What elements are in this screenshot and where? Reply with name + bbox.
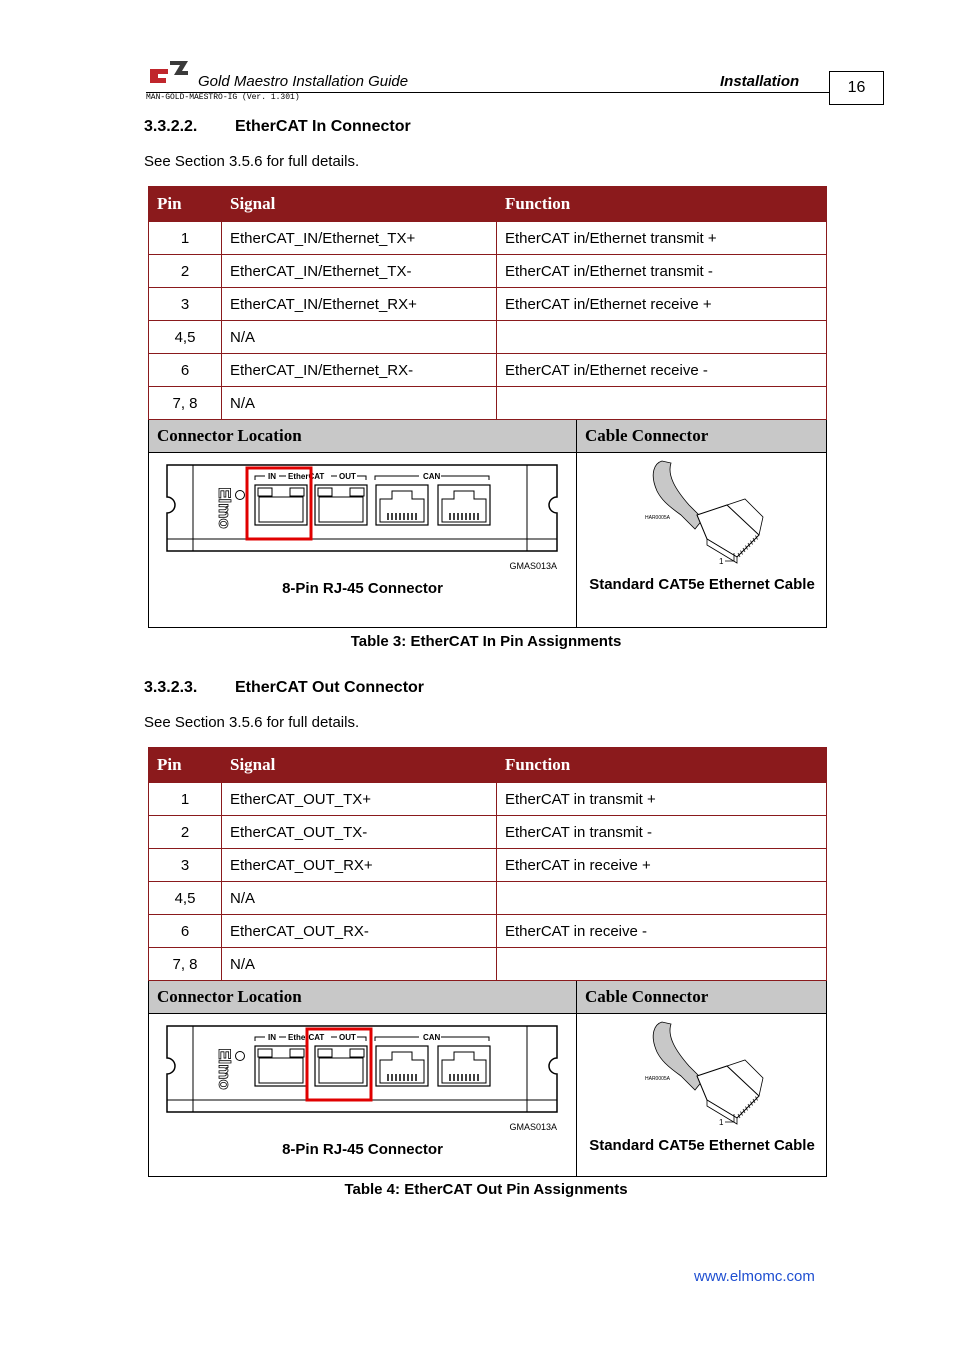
- port-label-can: CAN: [423, 1033, 441, 1042]
- signal-cell: EtherCAT_IN/Ethernet_TX-: [222, 255, 497, 288]
- function-cell: [497, 321, 827, 354]
- function-cell: EtherCAT in transmit +: [497, 783, 827, 816]
- column-header: Pin: [149, 748, 222, 783]
- column-header: Function: [497, 748, 827, 783]
- pin-table-in: [148, 186, 827, 628]
- pin-table-out: [148, 747, 827, 1177]
- port-label-can: CAN: [423, 472, 441, 481]
- signal-cell: EtherCAT_IN/Ethernet_RX+: [222, 288, 497, 321]
- column-header: Pin: [149, 187, 222, 222]
- function-cell: EtherCAT in/Ethernet transmit -: [497, 255, 827, 288]
- table-row: [149, 783, 827, 816]
- function-cell: [497, 882, 827, 915]
- cable-caption: Standard CAT5e Ethernet Cable: [589, 1137, 815, 1154]
- table-row: [149, 255, 827, 288]
- function-cell: EtherCAT in/Ethernet receive +: [497, 288, 827, 321]
- section-title: EtherCAT In Connector: [235, 118, 411, 135]
- rj45-port: [315, 485, 367, 525]
- function-cell: EtherCAT in transmit -: [497, 816, 827, 849]
- doc-id: MAN-GOLD-MAESTRO-IG (Ver. 1.301): [146, 93, 300, 102]
- rj45-port: [255, 485, 307, 525]
- doc-title: Gold Maestro Installation Guide: [198, 73, 409, 90]
- function-cell: [497, 948, 827, 981]
- function-cell: EtherCAT in receive -: [497, 915, 827, 948]
- cable-connector-cell: [577, 453, 827, 628]
- column-header: Signal: [222, 748, 497, 783]
- section-name: Installation: [720, 73, 800, 90]
- cable-code: HAR0005A: [645, 515, 671, 521]
- connector-panel-diagram: [149, 453, 576, 623]
- section-heading: [144, 679, 424, 697]
- image-row: [149, 1014, 827, 1177]
- signal-cell: N/A: [222, 948, 497, 981]
- pin-one-label: 1: [719, 1118, 724, 1127]
- connector-location-cell: [149, 453, 577, 628]
- rj45-port: [255, 1046, 307, 1086]
- port-label-out: OUT: [339, 1033, 356, 1042]
- table-row: [149, 387, 827, 420]
- table-header-row: [149, 748, 827, 783]
- rj45-plug-body: [697, 505, 759, 557]
- pin-cell: 7, 8: [149, 948, 222, 981]
- connector-caption: 8-Pin RJ-45 Connector: [282, 580, 443, 597]
- panel-base: [167, 539, 557, 551]
- port-label-in: IN: [268, 1033, 276, 1042]
- pin-one-label: 1: [719, 557, 724, 566]
- led-indicator: [236, 491, 245, 500]
- connector-location-header: Connector Location: [149, 981, 577, 1014]
- table-header-row: [149, 187, 827, 222]
- signal-cell: EtherCAT_OUT_TX+: [222, 783, 497, 816]
- page-number: 16: [829, 71, 884, 105]
- column-header: Signal: [222, 187, 497, 222]
- panel-base: [167, 1100, 557, 1112]
- table-caption: Table 3: EtherCAT In Pin Assignments: [350, 633, 622, 650]
- signal-cell: EtherCAT_OUT_RX-: [222, 915, 497, 948]
- cable-caption: Standard CAT5e Ethernet Cable: [589, 576, 815, 593]
- pin-cell: 3: [149, 849, 222, 882]
- section-number: 3.3.2.2.: [144, 118, 198, 135]
- column-header: Function: [497, 187, 827, 222]
- signal-cell: EtherCAT_IN/Ethernet_TX+: [222, 222, 497, 255]
- pin-cell: 4,5: [149, 321, 222, 354]
- signal-cell: N/A: [222, 321, 497, 354]
- port-label-out: OUT: [339, 472, 356, 481]
- signal-cell: N/A: [222, 387, 497, 420]
- table-row: [149, 849, 827, 882]
- brand-label: Elmo: [215, 1048, 234, 1090]
- led-indicator: [236, 1052, 245, 1061]
- table-row: [149, 816, 827, 849]
- cable-connector-header: Cable Connector: [577, 420, 827, 453]
- pin-cell: 2: [149, 255, 222, 288]
- intro-text: See Section 3.5.6 for full details.: [144, 714, 360, 731]
- cable-connector-cell: [577, 1014, 827, 1177]
- table-row: [149, 915, 827, 948]
- figure-code: GMAS013A: [509, 561, 557, 571]
- rj45-port: [315, 1046, 367, 1086]
- figure-code: GMAS013A: [509, 1122, 557, 1132]
- signal-cell: EtherCAT_OUT_TX-: [222, 816, 497, 849]
- cable-connector-header: Cable Connector: [577, 981, 827, 1014]
- connector-caption: 8-Pin RJ-45 Connector: [282, 1141, 443, 1158]
- port-label-in: IN: [268, 472, 276, 481]
- port-label-ethercat: EtherCAT: [288, 1033, 325, 1042]
- section-heading: [144, 118, 411, 136]
- rj45-plug-body: [697, 1066, 759, 1118]
- pin-cell: 2: [149, 816, 222, 849]
- connector-location-header: Connector Location: [149, 420, 577, 453]
- table-row: [149, 321, 827, 354]
- signal-cell: EtherCAT_OUT_RX+: [222, 849, 497, 882]
- signal-cell: N/A: [222, 882, 497, 915]
- function-cell: EtherCAT in/Ethernet receive -: [497, 354, 827, 387]
- table-row: [149, 948, 827, 981]
- table-row: [149, 288, 827, 321]
- section-title: EtherCAT Out Connector: [235, 679, 425, 696]
- image-row: [149, 453, 827, 628]
- port-label-ethercat: EtherCAT: [288, 472, 325, 481]
- brand-label: Elmo: [215, 487, 234, 529]
- pin-cell: 4,5: [149, 882, 222, 915]
- cable-code: HAR0005A: [645, 1076, 671, 1082]
- elmo-logo: [148, 59, 190, 87]
- signal-cell: EtherCAT_IN/Ethernet_RX-: [222, 354, 497, 387]
- pin-cell: 7, 8: [149, 387, 222, 420]
- function-cell: EtherCAT in receive +: [497, 849, 827, 882]
- table-caption: Table 4: EtherCAT Out Pin Assignments: [344, 1181, 628, 1198]
- table-row: [149, 882, 827, 915]
- table-row: [149, 354, 827, 387]
- section-number: 3.3.2.3.: [144, 679, 198, 696]
- function-cell: EtherCAT in/Ethernet transmit +: [497, 222, 827, 255]
- pin-cell: 6: [149, 354, 222, 387]
- pin-cell: 3: [149, 288, 222, 321]
- connector-location-cell: [149, 1014, 577, 1177]
- location-header-row: [149, 420, 827, 453]
- ethernet-cable-drawing: [577, 453, 827, 623]
- pin-cell: 1: [149, 222, 222, 255]
- function-cell: [497, 387, 827, 420]
- footer-link[interactable]: www.elmomc.com: [694, 1268, 815, 1285]
- pin-cell: 1: [149, 783, 222, 816]
- intro-text: See Section 3.5.6 for full details.: [144, 153, 360, 170]
- table-row: [149, 222, 827, 255]
- pin-cell: 6: [149, 915, 222, 948]
- location-header-row: [149, 981, 827, 1014]
